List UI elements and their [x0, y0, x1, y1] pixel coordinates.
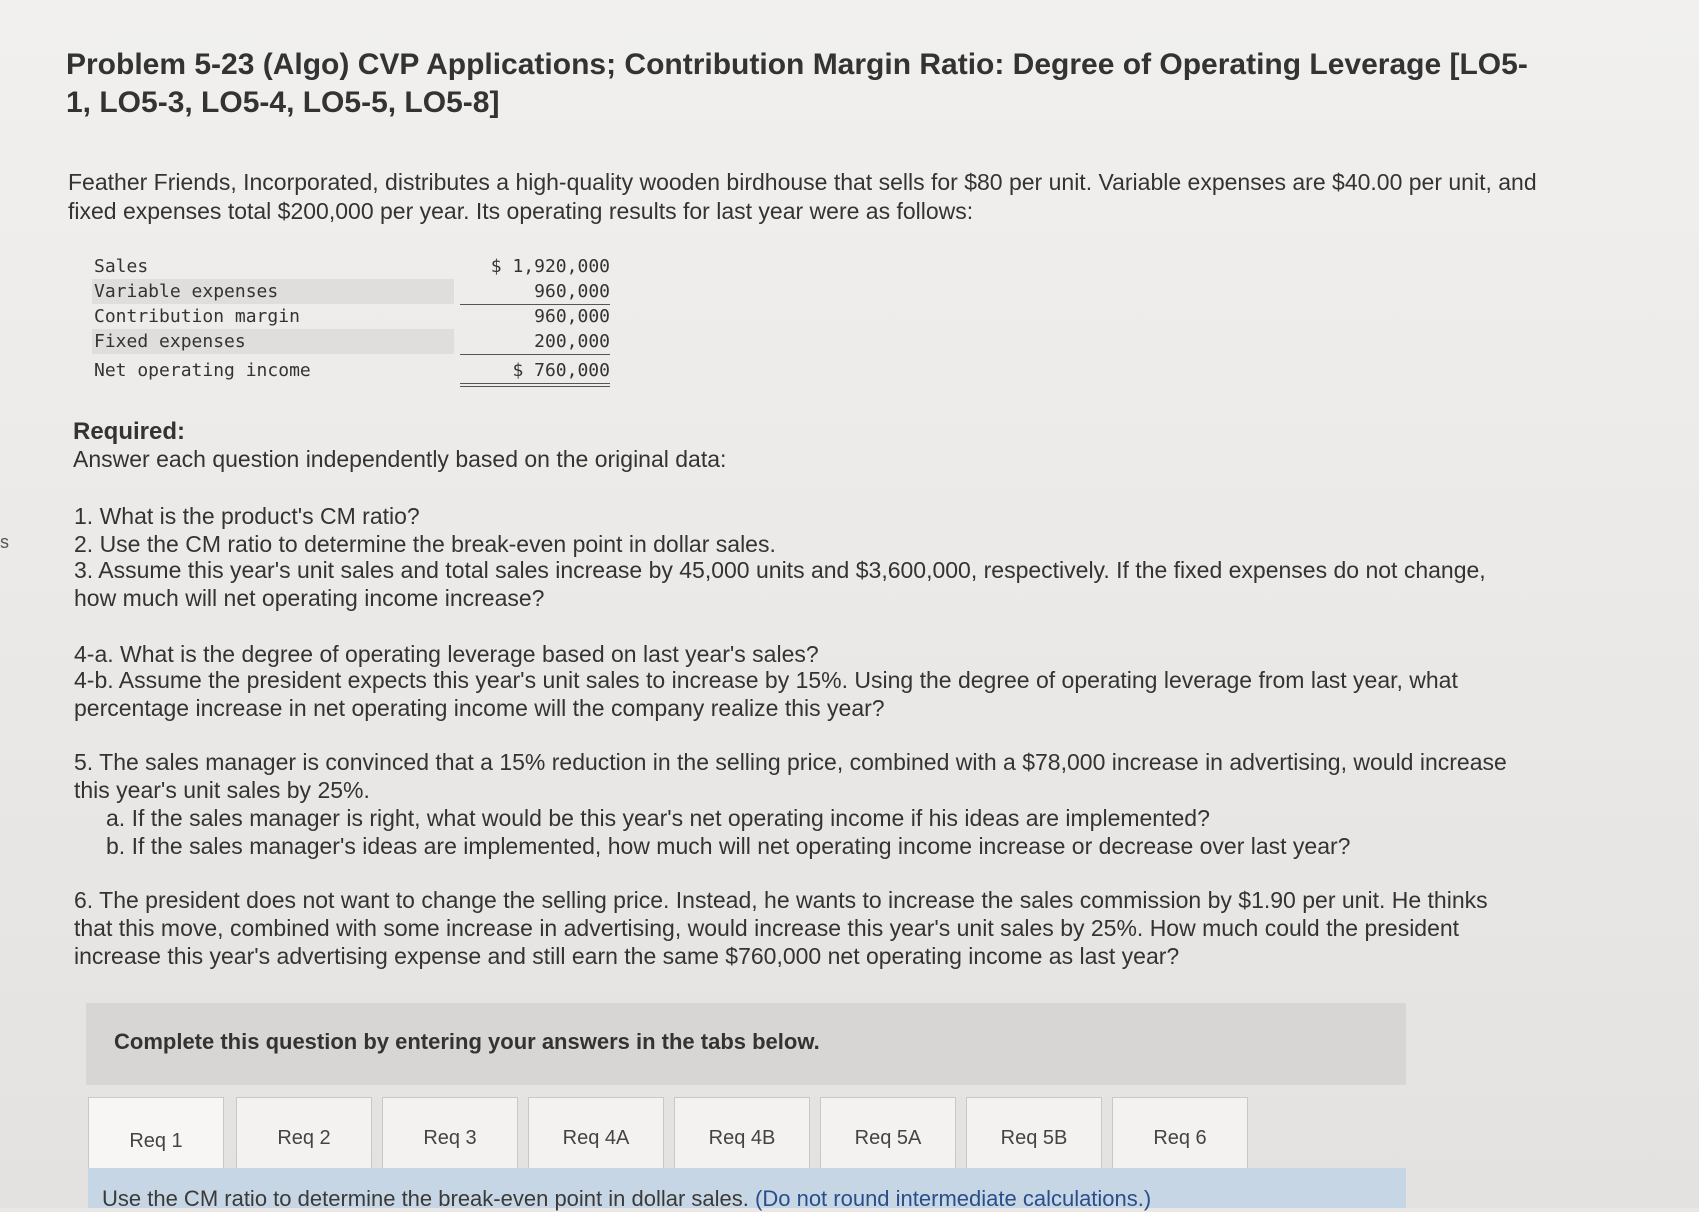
tab-req-4a[interactable]: Req 4A	[528, 1097, 664, 1179]
tab-req-1[interactable]: Req 1	[88, 1097, 224, 1185]
income-label: Sales	[94, 256, 149, 277]
tab-req-2[interactable]: Req 2	[236, 1097, 372, 1179]
question-4a: 4-a. What is the degree of operating leverage based on last year's sales?	[74, 641, 819, 667]
income-value: 200,000	[460, 329, 610, 355]
question-4b: 4-b. Assume the president expects this year's unit sales to increase by 15%. Using the degree of operating leverage from last year, what percentage increase in net operating income will the company realize this year?	[74, 667, 1458, 721]
income-value: 960,000	[460, 279, 610, 305]
required-subheading: Answer each question independently based on the original data:	[73, 446, 727, 472]
income-label: Variable expenses	[92, 279, 454, 304]
question-2: 2. Use the CM ratio to determine the break-even point in dollar sales.	[74, 531, 776, 557]
instructions-panel	[86, 1003, 1406, 1085]
tab-req-6[interactable]: Req 6	[1112, 1097, 1248, 1179]
requirement-instruction	[102, 1186, 1151, 1212]
income-label: Net operating income	[94, 360, 311, 381]
question-5b: b. If the sales manager's ideas are implemented, how much will net operating income increase or decrease over last year?	[106, 833, 1351, 859]
instructions-text: Complete this question by entering your answers in the tabs below.	[114, 1029, 820, 1054]
income-label: Fixed expenses	[92, 329, 454, 354]
side-mark: s	[0, 532, 9, 552]
requirement-instruction-bar	[88, 1168, 1406, 1211]
question-6: 6. The president does not want to change the selling price. Instead, he wants to increase the sales commission by $1.90 per unit. He thinks that this move, combined with some increase in advertising, would increase this year's unit sales by 25%. How much could the president increase this year's advertising expense and still earn the same $760,000 net operating income as last year?	[74, 887, 1488, 969]
income-value: $ 760,000	[460, 358, 610, 387]
requirement-hint: (Do not round intermediate calculations.)	[755, 1186, 1152, 1211]
tab-req-5b[interactable]: Req 5B	[966, 1097, 1102, 1179]
income-value: $ 1,920,000	[490, 256, 610, 277]
required-heading: Required:	[73, 418, 186, 445]
requirement-instruction-text: Use the CM ratio to determine the break-even point in dollar sales.	[102, 1186, 749, 1211]
income-label: Contribution margin	[94, 306, 300, 327]
problem-title: Problem 5-23 (Algo) CVP Applications; Contribution Margin Ratio: Degree of Operating Leverage [LO5-1, LO5-3, LO5-4, LO5-5, LO5-8]	[66, 48, 1528, 119]
tab-req-4b[interactable]: Req 4B	[674, 1097, 810, 1179]
tab-req-3[interactable]: Req 3	[382, 1097, 518, 1179]
question-5a: a. If the sales manager is right, what would be this year's net operating income if his ideas are implemented?	[106, 805, 1210, 831]
question-1: 1. What is the product's CM ratio?	[74, 503, 420, 529]
income-value: 960,000	[534, 306, 610, 327]
tab-req-5a[interactable]: Req 5A	[820, 1097, 956, 1179]
question-3: 3. Assume this year's unit sales and total sales increase by 45,000 units and $3,600,000, respectively. If the fixed expenses do not change, how much will net operating income increase?	[74, 557, 1486, 611]
problem-intro: Feather Friends, Incorporated, distributes a high-quality wooden birdhouse that sells for $80 per unit. Variable expenses are $40.00 per unit, and fixed expenses total $200,000 per year. Its operating results for last year were as follows:	[68, 169, 1537, 224]
question-5: 5. The sales manager is convinced that a 15% reduction in the selling price, combined with a $78,000 increase in advertising, would increase this year's unit sales by 25%.	[74, 749, 1507, 803]
